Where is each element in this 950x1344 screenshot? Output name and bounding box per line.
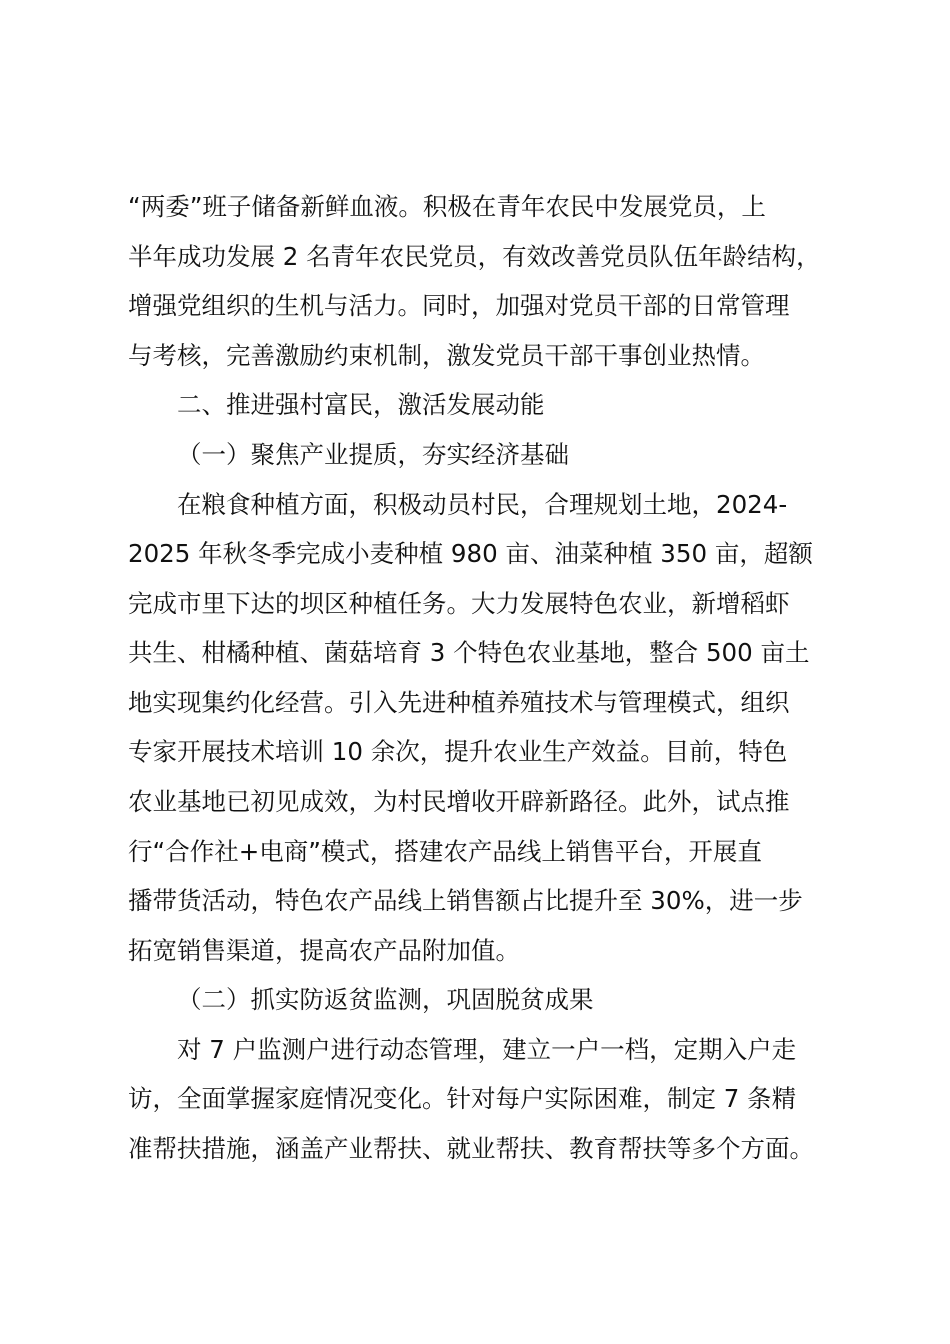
paragraph-line: 行“合作社+电商”模式，搭建农产品线上销售平台，开展直 [128, 837, 762, 866]
paragraph-line: 对 7 户监测户进行动态管理，建立一户一档，定期入户走 [177, 1035, 797, 1064]
paragraph-line: 2025 年秋冬季完成小麦种植 980 亩、油菜种植 350 亩，超额 [128, 539, 813, 568]
paragraph-line: 播带货活动，特色农产品线上销售额占比提升至 30%，进一步 [128, 886, 803, 915]
paragraph-line: 在粮食种植方面，积极动员村民，合理规划土地，2024- [177, 490, 788, 519]
paragraph-line: 完成市里下达的坝区种植任务。大力发展特色农业，新增稻虾 [128, 589, 790, 618]
subsection-heading: （一）聚焦产业提质，夯实经济基础 [177, 440, 569, 469]
paragraph-line: 准帮扶措施，涵盖产业帮扶、就业帮扶、教育帮扶等多个方面。 [128, 1134, 814, 1163]
paragraph-line: 增强党组织的生机与活力。同时，加强对党员干部的日常管理 [128, 291, 790, 320]
paragraph-line: 半年成功发展 2 名青年农民党员，有效改善党员队伍年龄结构， [128, 242, 821, 271]
paragraph-line: 访，全面掌握家庭情况变化。针对每户实际困难，制定 7 条精 [128, 1084, 797, 1113]
paragraph-line: 与考核，完善激励约束机制，激发党员干部干事创业热情。 [128, 341, 765, 370]
subsection-heading: （二）抓实防返贫监测，巩固脱贫成果 [177, 985, 594, 1014]
paragraph-line: 专家开展技术培训 10 余次，提升农业生产效益。目前，特色 [128, 737, 788, 766]
paragraph-line: 农业基地已初见成效，为村民增收开辟新路径。此外，试点推 [128, 787, 790, 816]
paragraph-line: 共生、柑橘种植、菌菇培育 3 个特色农业基地，整合 500 亩土 [128, 638, 810, 667]
paragraph-line: “两委”班子储备新鲜血液。积极在青年农民中发展党员，上 [128, 192, 766, 221]
paragraph-line: 拓宽销售渠道，提高农产品附加值。 [128, 936, 520, 965]
section-heading: 二、推进强村富民，激活发展动能 [177, 390, 545, 419]
paragraph-line: 地实现集约化经营。引入先进种植养殖技术与管理模式，组织 [128, 688, 790, 717]
